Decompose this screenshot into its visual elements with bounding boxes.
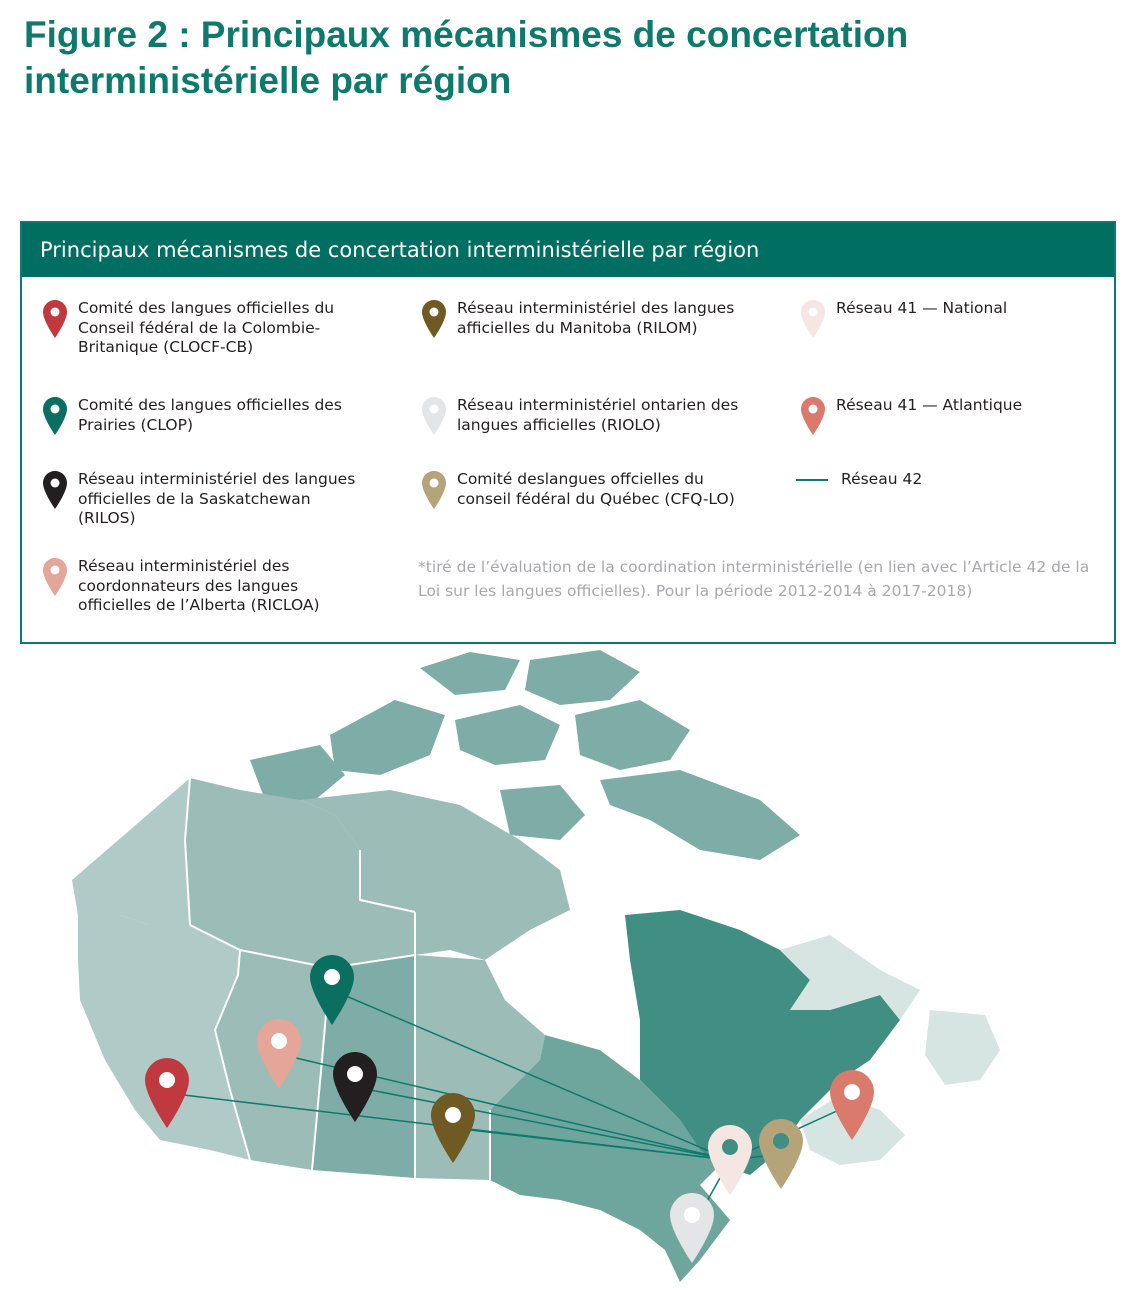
map-pin-icon [42, 396, 68, 436]
figure-title: Figure 2 : Principaux mécanismes de concertation interministérielle par région [24, 14, 909, 101]
legend-box [20, 221, 1116, 644]
legend-label-cfq-lo: Comité deslangues offcielles du conseil fédéral du Québec (CFQ-LO) [457, 470, 735, 508]
region-arctic-islands [420, 652, 520, 695]
region-arctic-islands [330, 700, 445, 775]
legend-label-clocf-cb: Comité des langues officielles du Conseil fédéral de la Colombie-Britanique (CLOCF-CB) [78, 299, 335, 356]
legend-footnote: *tiré de l’évaluation de la coordination interministérielle (en lien avec l’Article 42 de la Loi sur les langues officielles). Pour la période 2012-2014 à 2017-2018) [418, 558, 1090, 600]
map-pin-icon [421, 470, 447, 510]
map-pin-icon [42, 470, 68, 510]
region-yukon [72, 778, 190, 925]
region-newfoundland [925, 1010, 1000, 1085]
map-pin-icon [42, 557, 68, 597]
legend-label-clop: Comité des langues officielles des Prairies (CLOP) [78, 396, 342, 434]
map-pin-cfq-lo [759, 1119, 803, 1189]
region-arctic-islands [250, 745, 345, 800]
legend-label-reseau-41-atlantique: Réseau 41 — Atlantique [836, 396, 1023, 414]
legend-label-ricloa: Réseau interministériel des coordonnateurs des langues officielles de l’Alberta (RICLOA) [78, 557, 320, 614]
region-arctic-islands [575, 700, 690, 770]
legend-label-reseau-41-national: Réseau 41 — National [836, 299, 1008, 317]
region-arctic-islands [500, 785, 585, 840]
map-pin-icon [800, 299, 826, 339]
map-pin-icon [421, 299, 447, 339]
map-pin-icon [42, 299, 68, 339]
legend-label-rilom: Réseau interministériel des langues afficielles du Manitoba (RILOM) [457, 299, 735, 337]
legend-label-rilos: Réseau interministériel des langues officielles de la Saskatchewan (RILOS) [78, 470, 356, 527]
region-arctic-islands [525, 650, 640, 705]
region-arctic-islands [455, 705, 560, 765]
canada-map [0, 640, 1140, 1306]
legend-label-reseau-42: Réseau 42 [841, 470, 923, 488]
legend-label-riolo: Réseau interministériel ontarien des langues afficielles (RIOLO) [457, 396, 739, 434]
map-pin-icon [421, 396, 447, 436]
map-pin-icon [800, 396, 826, 436]
map-pin-reseau-41-national [708, 1125, 752, 1195]
region-arctic-islands [600, 770, 800, 860]
legend-header: Principaux mécanismes de concertation interministérielle par région [22, 223, 1114, 277]
network-line-swatch [796, 479, 828, 481]
